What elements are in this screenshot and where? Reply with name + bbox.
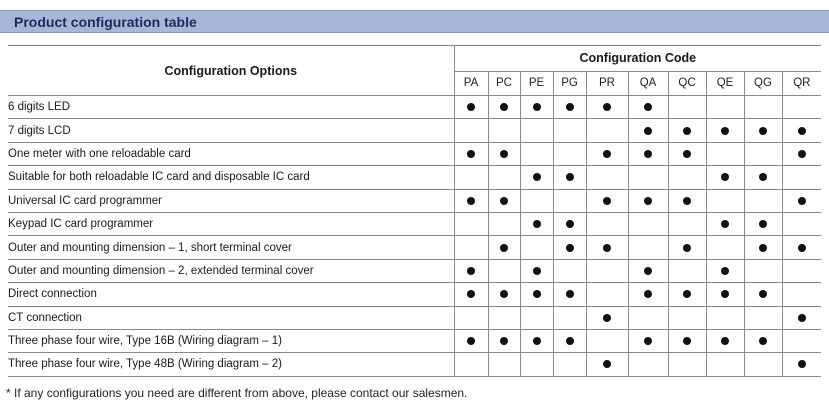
filled-dot-icon [467, 197, 475, 205]
filled-dot-icon [533, 173, 541, 181]
cell-pc [488, 353, 520, 376]
filled-dot-icon [603, 103, 611, 111]
cell-pe [520, 96, 553, 119]
cell-pa [454, 283, 488, 306]
cell-qe [706, 166, 744, 189]
filled-dot-icon [467, 290, 475, 298]
table-row [8, 306, 821, 329]
cell-qa [628, 259, 668, 282]
cell-qr [782, 96, 821, 119]
filled-dot-icon [644, 337, 652, 345]
filled-dot-icon [467, 267, 475, 275]
filled-dot-icon [721, 267, 729, 275]
cell-pe [520, 353, 553, 376]
cell-qc [668, 166, 706, 189]
cell-pg [553, 329, 586, 352]
filled-dot-icon [683, 244, 691, 252]
table-row [8, 142, 821, 165]
cell-pr [586, 96, 628, 119]
cell-qr [782, 306, 821, 329]
cell-pa [454, 353, 488, 376]
table-row [8, 212, 821, 235]
filled-dot-icon [798, 150, 806, 158]
code-header-pg: PG [553, 71, 586, 95]
cell-qa [628, 119, 668, 142]
cell-qa [628, 212, 668, 235]
cell-pr [586, 236, 628, 259]
cell-qc [668, 353, 706, 376]
filled-dot-icon [721, 337, 729, 345]
cell-qr [782, 166, 821, 189]
option-label: Direct connection [8, 283, 454, 306]
option-label: Three phase four wire, Type 16B (Wiring diagram – 1) [8, 329, 454, 352]
filled-dot-icon [644, 150, 652, 158]
cell-pc [488, 283, 520, 306]
cell-qg [744, 306, 782, 329]
configuration-table [8, 45, 821, 377]
filled-dot-icon [566, 220, 574, 228]
cell-pg [553, 189, 586, 212]
table-row [8, 283, 821, 306]
cell-qc [668, 212, 706, 235]
cell-pr [586, 142, 628, 165]
cell-pc [488, 306, 520, 329]
cell-qc [668, 306, 706, 329]
filled-dot-icon [644, 267, 652, 275]
option-label: CT connection [8, 306, 454, 329]
cell-qg [744, 353, 782, 376]
cell-qe [706, 283, 744, 306]
filled-dot-icon [798, 197, 806, 205]
filled-dot-icon [566, 244, 574, 252]
cell-pr [586, 259, 628, 282]
cell-pc [488, 236, 520, 259]
cell-qe [706, 189, 744, 212]
filled-dot-icon [603, 150, 611, 158]
cell-pe [520, 306, 553, 329]
filled-dot-icon [500, 150, 508, 158]
filled-dot-icon [798, 127, 806, 135]
table-row [8, 166, 821, 189]
cell-pr [586, 353, 628, 376]
option-label: Keypad IC card programmer [8, 212, 454, 235]
cell-qg [744, 189, 782, 212]
cell-qr [782, 259, 821, 282]
cell-qg [744, 283, 782, 306]
filled-dot-icon [644, 197, 652, 205]
cell-qr [782, 142, 821, 165]
cell-pg [553, 119, 586, 142]
cell-pa [454, 96, 488, 119]
cell-pe [520, 166, 553, 189]
cell-qr [782, 329, 821, 352]
table-body [8, 96, 821, 377]
filled-dot-icon [500, 244, 508, 252]
filled-dot-icon [798, 314, 806, 322]
filled-dot-icon [533, 337, 541, 345]
cell-qc [668, 189, 706, 212]
cell-pa [454, 329, 488, 352]
filled-dot-icon [533, 103, 541, 111]
cell-pr [586, 306, 628, 329]
cell-qc [668, 283, 706, 306]
cell-pe [520, 189, 553, 212]
filled-dot-icon [644, 127, 652, 135]
filled-dot-icon [683, 197, 691, 205]
footnote: * If any configurations you need are different from above, please contact our salesmen. [6, 386, 468, 400]
cell-pc [488, 329, 520, 352]
filled-dot-icon [759, 290, 767, 298]
filled-dot-icon [798, 360, 806, 368]
filled-dot-icon [644, 103, 652, 111]
table-row [8, 236, 821, 259]
filled-dot-icon [467, 150, 475, 158]
table-row [8, 96, 821, 119]
cell-pc [488, 96, 520, 119]
option-label: Universal IC card programmer [8, 189, 454, 212]
cell-pc [488, 212, 520, 235]
filled-dot-icon [603, 314, 611, 322]
cell-pa [454, 306, 488, 329]
table-row [8, 353, 821, 376]
filled-dot-icon [759, 173, 767, 181]
cell-qr [782, 119, 821, 142]
cell-pa [454, 142, 488, 165]
cell-qc [668, 142, 706, 165]
filled-dot-icon [603, 197, 611, 205]
code-header-qa: QA [628, 71, 668, 95]
cell-pa [454, 212, 488, 235]
cell-pe [520, 259, 553, 282]
cell-qr [782, 353, 821, 376]
code-header-pe: PE [520, 71, 553, 95]
filled-dot-icon [566, 103, 574, 111]
option-label: 7 digits LCD [8, 119, 454, 142]
cell-qg [744, 166, 782, 189]
cell-qg [744, 142, 782, 165]
cell-pg [553, 353, 586, 376]
cell-pc [488, 189, 520, 212]
code-header-qr: QR [782, 71, 821, 95]
cell-qe [706, 329, 744, 352]
filled-dot-icon [566, 290, 574, 298]
option-label: 6 digits LED [8, 96, 454, 119]
filled-dot-icon [759, 220, 767, 228]
filled-dot-icon [500, 197, 508, 205]
filled-dot-icon [533, 267, 541, 275]
cell-pc [488, 142, 520, 165]
filled-dot-icon [798, 244, 806, 252]
cell-qg [744, 329, 782, 352]
cell-qa [628, 189, 668, 212]
table-row [8, 329, 821, 352]
cell-qc [668, 236, 706, 259]
filled-dot-icon [467, 103, 475, 111]
cell-qc [668, 259, 706, 282]
filled-dot-icon [759, 244, 767, 252]
cell-pc [488, 166, 520, 189]
cell-qc [668, 329, 706, 352]
cell-qc [668, 96, 706, 119]
section-title: Product configuration table [14, 14, 197, 30]
cell-pc [488, 259, 520, 282]
cell-qe [706, 259, 744, 282]
filled-dot-icon [721, 220, 729, 228]
code-header-pr: PR [586, 71, 628, 95]
cell-pe [520, 236, 553, 259]
option-label: Outer and mounting dimension – 2, extended terminal cover [8, 259, 454, 282]
cell-qa [628, 166, 668, 189]
cell-qe [706, 306, 744, 329]
filled-dot-icon [721, 290, 729, 298]
cell-pe [520, 329, 553, 352]
code-header-qg: QG [744, 71, 782, 95]
code-header-pc: PC [488, 71, 520, 95]
cell-pr [586, 119, 628, 142]
filled-dot-icon [566, 337, 574, 345]
filled-dot-icon [759, 127, 767, 135]
cell-qg [744, 96, 782, 119]
option-label: Suitable for both reloadable IC card and disposable IC card [8, 166, 454, 189]
filled-dot-icon [683, 290, 691, 298]
cell-qe [706, 142, 744, 165]
cell-qa [628, 142, 668, 165]
cell-pg [553, 236, 586, 259]
cell-pr [586, 283, 628, 306]
cell-qg [744, 119, 782, 142]
table-row [8, 119, 821, 142]
filled-dot-icon [533, 290, 541, 298]
filled-dot-icon [603, 360, 611, 368]
code-group-header: Configuration Code [454, 46, 821, 72]
cell-qe [706, 236, 744, 259]
cell-qa [628, 96, 668, 119]
code-header-qc: QC [668, 71, 706, 95]
cell-pr [586, 166, 628, 189]
filled-dot-icon [603, 244, 611, 252]
cell-qa [628, 283, 668, 306]
cell-pr [586, 212, 628, 235]
cell-qr [782, 189, 821, 212]
code-header-qe: QE [706, 71, 744, 95]
cell-pg [553, 283, 586, 306]
filled-dot-icon [759, 337, 767, 345]
cell-qa [628, 353, 668, 376]
cell-qr [782, 283, 821, 306]
filled-dot-icon [683, 127, 691, 135]
filled-dot-icon [467, 337, 475, 345]
filled-dot-icon [500, 103, 508, 111]
cell-qa [628, 236, 668, 259]
filled-dot-icon [533, 220, 541, 228]
option-label: One meter with one reloadable card [8, 142, 454, 165]
cell-qg [744, 236, 782, 259]
cell-pg [553, 212, 586, 235]
filled-dot-icon [683, 337, 691, 345]
options-column-header: Configuration Options [8, 46, 454, 96]
filled-dot-icon [721, 173, 729, 181]
filled-dot-icon [683, 150, 691, 158]
cell-pa [454, 236, 488, 259]
cell-pg [553, 96, 586, 119]
cell-pe [520, 283, 553, 306]
cell-pg [553, 259, 586, 282]
cell-pa [454, 189, 488, 212]
filled-dot-icon [500, 337, 508, 345]
filled-dot-icon [721, 127, 729, 135]
code-header-pa: PA [454, 71, 488, 95]
cell-qr [782, 236, 821, 259]
option-label: Three phase four wire, Type 48B (Wiring diagram – 2) [8, 353, 454, 376]
filled-dot-icon [500, 290, 508, 298]
cell-qc [668, 119, 706, 142]
cell-qg [744, 259, 782, 282]
cell-pg [553, 166, 586, 189]
cell-qe [706, 96, 744, 119]
cell-qa [628, 306, 668, 329]
cell-pc [488, 119, 520, 142]
table-row [8, 189, 821, 212]
cell-pa [454, 166, 488, 189]
cell-pg [553, 306, 586, 329]
cell-qa [628, 329, 668, 352]
section-title-bar [0, 10, 829, 33]
cell-pr [586, 189, 628, 212]
cell-pr [586, 329, 628, 352]
cell-pa [454, 119, 488, 142]
option-label: Outer and mounting dimension – 1, short terminal cover [8, 236, 454, 259]
cell-pe [520, 212, 553, 235]
cell-qe [706, 212, 744, 235]
cell-pg [553, 142, 586, 165]
cell-pe [520, 142, 553, 165]
cell-qe [706, 353, 744, 376]
filled-dot-icon [644, 290, 652, 298]
cell-qe [706, 119, 744, 142]
table-row [8, 259, 821, 282]
filled-dot-icon [566, 173, 574, 181]
cell-pa [454, 259, 488, 282]
cell-qg [744, 212, 782, 235]
cell-pe [520, 119, 553, 142]
cell-qr [782, 212, 821, 235]
